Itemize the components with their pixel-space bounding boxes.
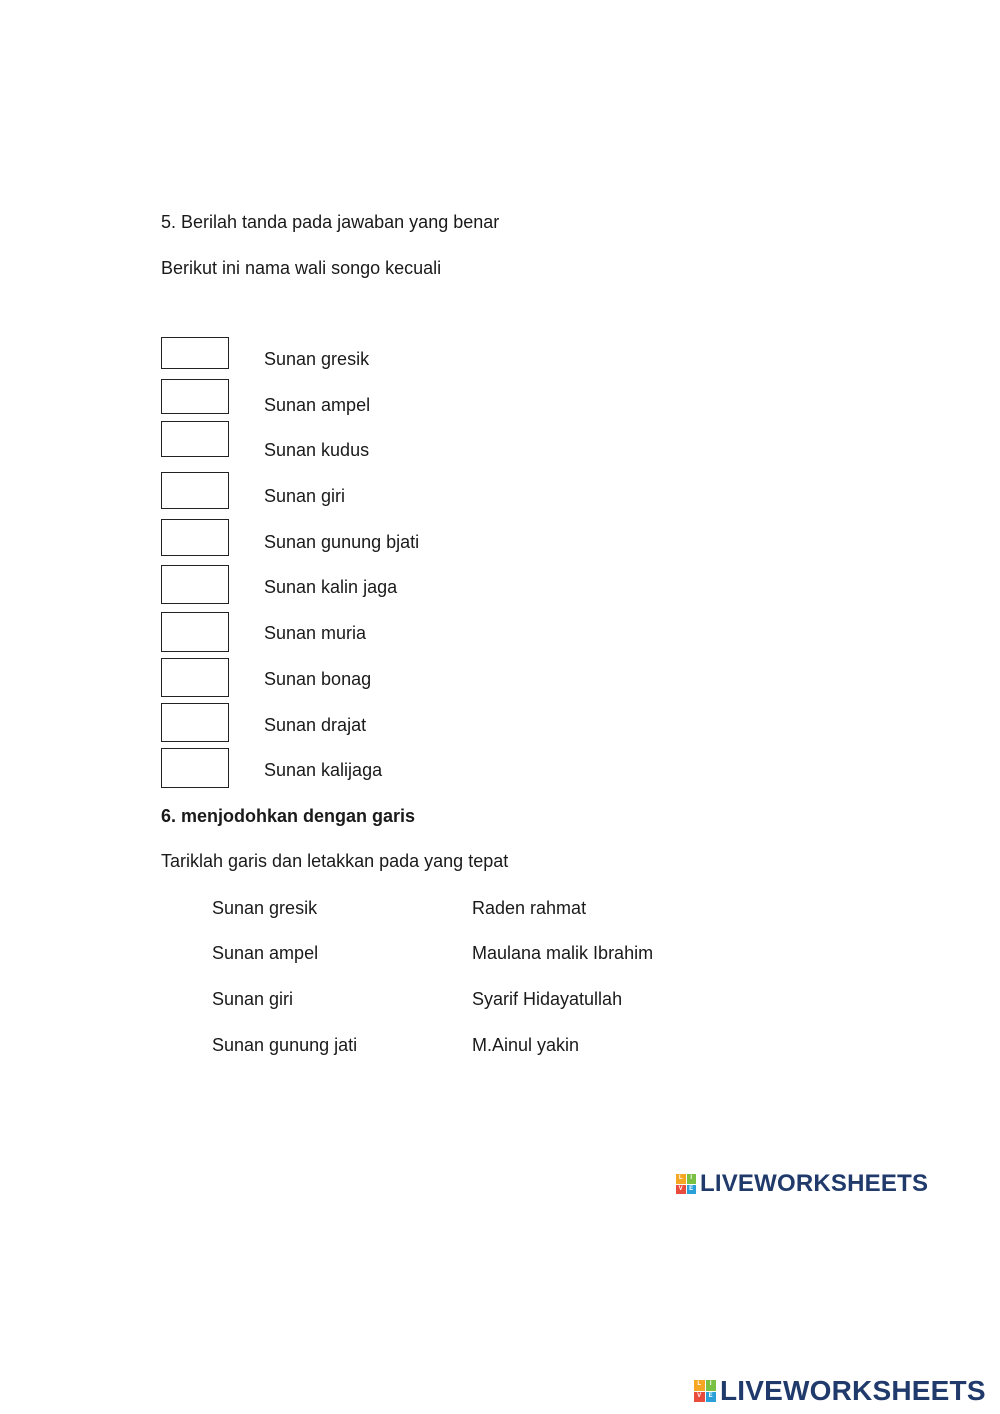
q5-title: 5. Berilah tanda pada jawaban yang benar bbox=[161, 212, 500, 232]
answer-checkbox-9[interactable] bbox=[161, 703, 229, 742]
match-left-2[interactable]: Sunan ampel bbox=[212, 943, 319, 963]
q5-prompt: Berikut ini nama wali songo kecuali bbox=[161, 258, 442, 278]
option-label-5: Sunan gunung bjati bbox=[264, 532, 420, 552]
option-label-9: Sunan drajat bbox=[264, 715, 367, 735]
match-right-3[interactable]: Syarif Hidayatullah bbox=[472, 989, 623, 1009]
option-label-10: Sunan kalijaga bbox=[264, 760, 383, 780]
answer-checkbox-1[interactable] bbox=[161, 337, 229, 369]
q6-title: 6. menjodohkan dengan garis bbox=[161, 806, 416, 826]
match-left-3[interactable]: Sunan giri bbox=[212, 989, 294, 1009]
match-right-2[interactable]: Maulana malik Ibrahim bbox=[472, 943, 654, 963]
option-label-7: Sunan muria bbox=[264, 623, 367, 643]
logo-text: LIVEWORKSHEETS bbox=[700, 1170, 929, 1197]
answer-checkbox-8[interactable] bbox=[161, 658, 229, 697]
mark-letter: I bbox=[687, 1174, 697, 1184]
mark-letter: L bbox=[676, 1174, 686, 1184]
answer-checkbox-3[interactable] bbox=[161, 421, 229, 457]
liveworksheets-mark-icon bbox=[676, 1174, 696, 1194]
answer-checkbox-6[interactable] bbox=[161, 565, 229, 604]
mark-letter: E bbox=[706, 1392, 717, 1403]
option-label-4: Sunan giri bbox=[264, 486, 346, 506]
mark-letter: V bbox=[694, 1392, 705, 1403]
mark-letter: I bbox=[706, 1380, 717, 1391]
liveworksheets-mark-icon bbox=[694, 1380, 716, 1402]
answer-checkbox-10[interactable] bbox=[161, 748, 229, 788]
option-label-3: Sunan kudus bbox=[264, 440, 370, 460]
answer-checkbox-4[interactable] bbox=[161, 472, 229, 509]
mark-letter: V bbox=[676, 1185, 686, 1195]
match-left-4[interactable]: Sunan gunung jati bbox=[212, 1035, 358, 1055]
logo-text: LIVEWORKSHEETS bbox=[720, 1375, 986, 1406]
liveworksheets-logo bbox=[676, 1170, 928, 1198]
mark-letter: E bbox=[687, 1185, 697, 1195]
match-right-4[interactable]: M.Ainul yakin bbox=[472, 1035, 580, 1055]
q6-prompt: Tariklah garis dan letakkan pada yang tepat bbox=[161, 851, 509, 871]
mark-letter: L bbox=[694, 1380, 705, 1391]
answer-checkbox-7[interactable] bbox=[161, 612, 229, 652]
liveworksheets-logo-footer bbox=[694, 1375, 986, 1407]
match-left-1[interactable]: Sunan gresik bbox=[212, 898, 318, 918]
option-label-1: Sunan gresik bbox=[264, 349, 370, 369]
option-label-2: Sunan ampel bbox=[264, 395, 371, 415]
option-label-6: Sunan kalin jaga bbox=[264, 577, 398, 597]
answer-checkbox-5[interactable] bbox=[161, 519, 229, 556]
answer-checkbox-2[interactable] bbox=[161, 379, 229, 414]
option-label-8: Sunan bonag bbox=[264, 669, 372, 689]
match-right-1[interactable]: Raden rahmat bbox=[472, 898, 587, 918]
